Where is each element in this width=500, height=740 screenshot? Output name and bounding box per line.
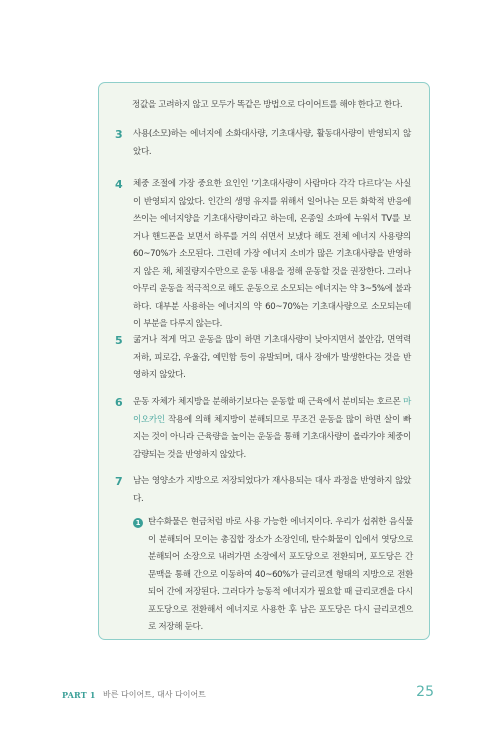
circled-number-icon: 1: [133, 518, 143, 528]
sub-item-text: 탄수화물은 현금처럼 바로 사용 가능한 에너지이다. 우리가 섭취한 음식물이 분해되어 모이는 총집합 장소가 소장인데, 탄수화물이 입에서 엿당으로 분해되어 소장으로 내려가면 소장에서 포도당으로 전환되며, 포도당은 간문맥을 통해 간으로 이동하여 40~60%가 글리코겐 형태의 지방으로 전환되어 간에 저장된다. 그러다가 능동적 에너지가 필요할 때 글리코겐을 다시 포도당으로 전환해서 에너지로 사용한 후 남은 포도당은 다시 글리코겐으로 저장해 둔다.: [148, 517, 413, 632]
item-number: 5: [115, 334, 123, 347]
item-text: 체중 조절에 가장 중요한 요인인 ‘기초대사량이 사람마다 각각 다르다’는 사실이 반영되지 않았다. 인간의 생명 유지를 위해서 일어나는 모든 화학적 반응에 쓰이는 에너지양을 기초대사량이라고 하는데, 온종일 소파에 누워서 TV를 보거나 핸드폰을 보면서 하루를 거의 쉬면서 보냈다 해도 전체 에너지 사용량의 60~70%가 소모된다. 그런데 가장 에너지 소비가 많은 기초대사량을 반영하지 않은 채, 체질량지수만으로 운동 내용을 정해 운동할 것을 권장한다. 그러나 아무리 운동을 적극적으로 해도 운동으로 소모되는 에너지는 약 3~5%에 불과하다. 대부분 사용하는 에너지의 약 60~70%는 기초대사량으로 소모되는데 이 부분을 다루지 않는다.: [133, 179, 411, 329]
item-text-after: 작용에 의해 체지방이 분해되므로 무조건 운동을 많이 하면 살이 빠지는 것이 아니라 근육량을 높이는 운동을 통해 기초대사량이 올라가야 체중이 감량되는 것을 반영하지 않았다.: [133, 414, 411, 460]
item-number: 7: [115, 475, 123, 488]
item-text-before: 운동 자체가 체지방을 분해하기보다는 운동할 때 근육에서 분비되는 호르몬: [133, 397, 404, 407]
item-number: 4: [115, 178, 123, 191]
item-number: 6: [115, 396, 123, 409]
item-text: [133, 394, 411, 464]
item-number: 3: [115, 128, 123, 141]
item-text: 사용(소모)하는 에너지에 소화대사량, 기초대사량, 활동대사량이 반영되지 않았다.: [133, 129, 411, 157]
lead-paragraph: 정값을 고려하지 않고 모두가 똑같은 방법으로 다이어트를 해야 한다고 한다.: [132, 100, 403, 110]
footer-part-label: PART 1: [62, 690, 96, 700]
footer-title: 바른 다이어트, 대사 다이어트: [103, 690, 206, 699]
page-number: 25: [416, 684, 434, 700]
highlight-term: 마이오카인: [133, 397, 411, 425]
item-text: 남는 영양소가 지방으로 저장되었다가 재사용되는 대사 과정을 반영하지 않았다.: [133, 476, 411, 504]
item-text: 굶거나 적게 먹고 운동을 많이 하면 기초대사량이 낮아지면서 불안감, 면역력 저하, 피로감, 우울감, 예민함 등이 유발되며, 대사 장애가 발생한다는 것을 반영하지 않았다.: [133, 335, 411, 380]
